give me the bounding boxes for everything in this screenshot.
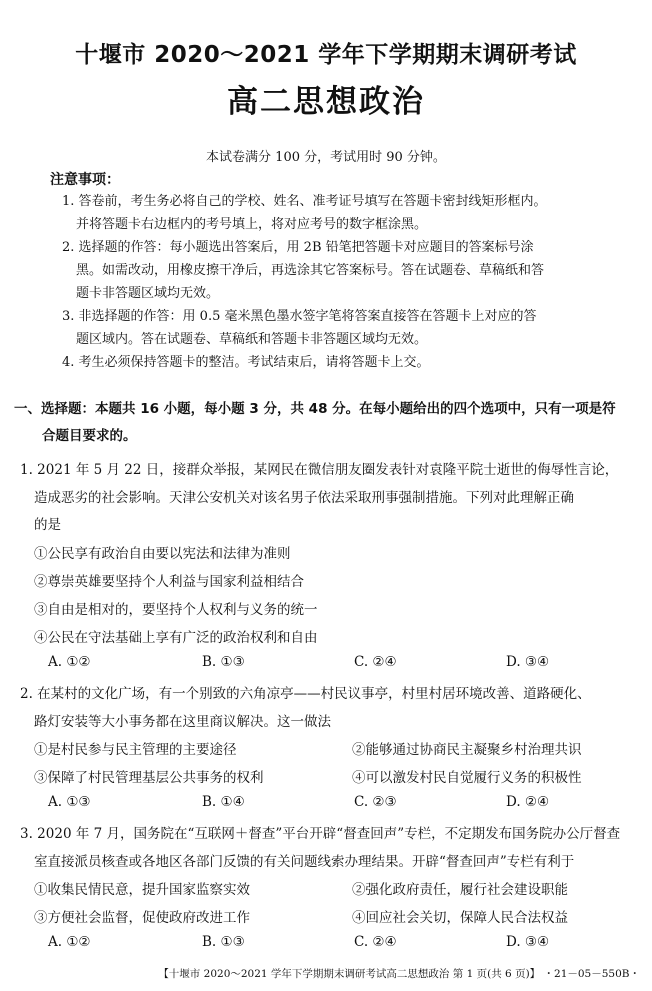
question-1-choice-c: C. ②④ — [354, 654, 397, 670]
question-1-stem: 1. 2021 年 5 月 22 日，接群众举报，某网民在微信朋友圈发表针对袁隆平院士逝世的侮辱性言论， — [20, 462, 619, 478]
exam-title: 十堰市 2020～2021 学年下学期期末调研考试 — [75, 42, 577, 68]
question-2-choice-c: C. ②③ — [354, 794, 397, 810]
notice-line: 黑。如需改动，用橡皮擦干净后，再选涂其它答案标号。答在试题卷、草稿纸和答 — [76, 263, 545, 278]
question-2-item: ①是村民参与民主管理的主要途径 — [34, 742, 237, 758]
notice-line: 3. 非选择题的作答：用 0.5 毫米黑色墨水签字笔将答案直接答在答题卡上对应的答 — [62, 309, 537, 324]
question-1-choice-b: B. ①③ — [202, 654, 245, 670]
section-heading: 一、选择题：本题共 16 小题，每小题 3 分，共 48 分。在每小题给出的四个选项中，只有一项是符 — [14, 401, 616, 417]
page-footer — [0, 966, 652, 981]
question-3-item: ③方便社会监督，促使政府改进工作 — [34, 910, 250, 926]
exam-info: 本试卷满分 100 分，考试用时 90 分钟。 — [206, 150, 446, 165]
notice-line: 4. 考生必须保持答题卡的整洁。考试结束后，请将答题卡上交。 — [62, 355, 430, 370]
question-1-choice-d: D. ③④ — [506, 654, 550, 670]
question-2-choice-a: A. ①③ — [48, 794, 91, 810]
question-3-item: ④回应社会关切，保障人民合法权益 — [352, 910, 568, 926]
question-2-choice-d: D. ②④ — [506, 794, 550, 810]
question-3-choice-c: C. ②④ — [354, 934, 397, 950]
question-3-stem: 室直接派员核查或各地区各部门反馈的有关问题线索办理结果。开辟“督查回声”专栏有利于 — [34, 854, 575, 870]
notice-line: 并将答题卡右边框内的考号填上，将对应考号的数字框涂黑。 — [76, 217, 428, 232]
footer-text: 【十堰市 2020～2021 学年下学期期末调研考试高二思想政治 第 1 页(共 6 页)】 ・21－05－550B・ — [158, 968, 640, 980]
question-2-stem: 路灯安装等大小事务都在这里商议解决。这一做法 — [34, 714, 331, 730]
question-1-item: ④公民在守法基础上享有广泛的政治权利和自由 — [34, 630, 318, 646]
question-2-item: ④可以激发村民自觉履行义务的积极性 — [352, 770, 582, 786]
question-2-item: ②能够通过协商民主凝聚乡村治理共识 — [352, 742, 582, 758]
question-2-stem: 2. 在某村的文化广场，有一个别致的六角凉亭——村民议事亭，村里村居环境改善、道路硬化、 — [20, 686, 591, 702]
question-3-item: ②强化政府责任，履行社会建设职能 — [352, 882, 568, 898]
question-1-stem: 造成恶劣的社会影响。天津公安机关对该名男子依法采取刑事强制措施。下列对此理解正确 — [34, 490, 574, 506]
notice-line: 1. 答卷前，考生务必将自己的学校、姓名、准考证号填写在答题卡密封线矩形框内。 — [62, 194, 547, 209]
subject-title: 高二思想政治 — [227, 84, 425, 120]
question-2-item: ③保障了村民管理基层公共事务的权利 — [34, 770, 264, 786]
question-1-item: ②尊崇英雄要坚持个人利益与国家利益相结合 — [34, 574, 304, 590]
notice-heading: 注意事项： — [50, 172, 120, 188]
question-3-item: ①收集民情民意，提升国家监察实效 — [34, 882, 250, 898]
question-2-choice-b: B. ①④ — [202, 794, 245, 810]
notice-line: 题区域内。答在试题卷、草稿纸和答题卡非答题区域均无效。 — [76, 332, 428, 347]
question-1-choice-a: A. ①② — [48, 654, 91, 670]
question-1-item: ①公民享有政治自由要以宪法和法律为准则 — [34, 546, 291, 562]
notice-line: 2. 选择题的作答：每小题选出答案后，用 2B 铅笔把答题卡对应题目的答案标号涂 — [62, 240, 534, 255]
section-heading-cont: 合题目要求的。 — [42, 428, 137, 444]
question-3-choice-b: B. ①③ — [202, 934, 245, 950]
question-3-choice-d: D. ③④ — [506, 934, 550, 950]
question-3-choice-a: A. ①② — [48, 934, 91, 950]
question-1-stem: 的是 — [34, 517, 61, 533]
question-3-stem: 3. 2020 年 7 月，国务院在“互联网＋督查”平台开辟“督查回声”专栏，不定期发布国务院办公厅督查 — [20, 826, 621, 842]
question-1-item: ③自由是相对的，要坚持个人权利与义务的统一 — [34, 602, 318, 618]
notice-line: 题卡非答题区域均无效。 — [76, 286, 220, 301]
